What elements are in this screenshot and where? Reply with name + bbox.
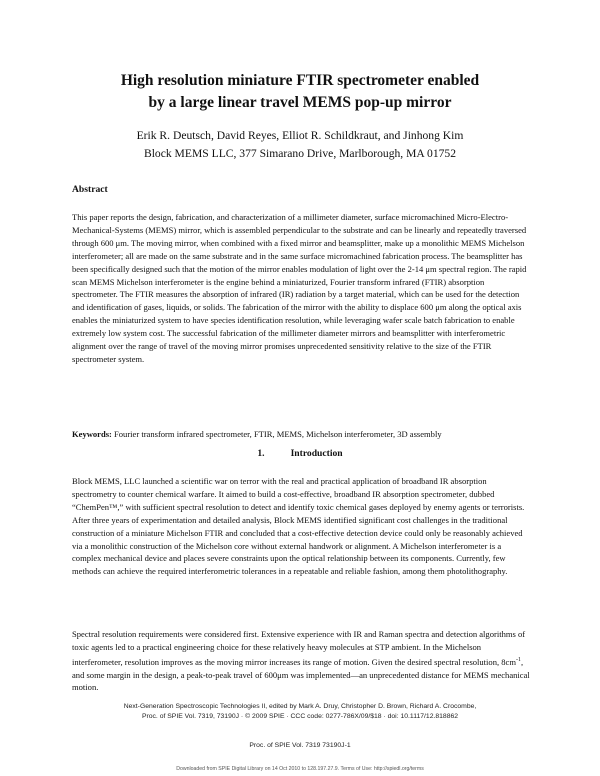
paper-title-line-2: by a large linear travel MEMS pop-up mirror bbox=[148, 94, 452, 111]
section-title: Introduction bbox=[290, 448, 343, 459]
download-note: Downloaded from SPIE Digital Library on 14 Oct 2010 to 128.197.27.9. Terms of Use: http://spiedl.org/terms bbox=[176, 766, 424, 772]
keywords-label: Keywords: bbox=[72, 429, 112, 439]
publication-footer bbox=[0, 702, 600, 721]
author-affiliation: Block MEMS LLC, 377 Simarano Drive, Marlborough, MA 01752 bbox=[143, 147, 457, 160]
introduction-paragraph-1: Block MEMS, LLC launched a scientific war on terror with the real and practical application of broadband IR absorption spectrometry to counter chemical warfare. It aimed to build a cost-effective, broadband IR absorption spectrometer, dubbed “ChemPen™,” with sufficient spectral resolution to detect and identify toxic chemical gases deployed by enemy agents or terrorists. After three years of experimentation and detailed analysis, Block MEMS identified significant cost challenges in the traditional construction of a miniature Michelson FTIR and concluded that a cost-effective detection device could only be reasonably achieved via a monolithic construction of the Michelson core without external handwork or alignment. A Michelson interferometer is a complex mechanical device and places severe constraints upon the optical relationship between its components. Currently, few methods can achieve the required interferometric tolerances in a repeatable and reliable fashion, among them photolithography. bbox=[72, 476, 525, 577]
section-number: 1. bbox=[257, 448, 265, 459]
author-block bbox=[0, 127, 600, 163]
abstract-heading: Abstract bbox=[72, 184, 108, 195]
paper-title bbox=[0, 70, 600, 114]
paragraph-2-text-a: Spectral resolution requirements were considered first. Extensive experience with IR and Raman spectra and detection algorithms of toxic agents led to a practical engineering choice for these relatively heavy molecules at STP ambient. In the Michelson interferometer, resolution improves as the moving mirror increases its range of motion. Given the desired spectral resolution, 8cm bbox=[72, 629, 526, 667]
introduction-paragraph-2 bbox=[72, 628, 530, 694]
section-heading-introduction bbox=[0, 448, 600, 459]
paper-title-line-1: High resolution miniature FTIR spectrometer enabled bbox=[120, 72, 480, 89]
keywords-line bbox=[72, 428, 532, 441]
page-label: Proc. of SPIE Vol. 7319 73190J-1 bbox=[249, 742, 351, 749]
abstract-text: This paper reports the design, fabrication, and characterization of a millimeter diameter, surface micromachined Micro-Electro-Mechanical-Systems (MEMS) mirror, which is assembled perpendicular to the substrate and can be linearly and repeatedly traversed through 600 μm. The moving mirror, when combined with a fixed mirror and beamsplitter, make up a monolithic MEMS Michelson interferometer; all are made on the same substrate and in the same surface micromachined fabrication process. The beamsplitter has been specifically designed such that the motion of the mirror enables modulation of light over the 2-14 μm spectral region. The rapid scan MEMS Michelson interferometer is the engine behind a miniaturized, Fourier transform infrared (FTIR) absorption spectrometer. The FTIR measures the absorption of infrared (IR) radiation by a target material, which can be used for the detection and identification of gases, liquids, or solids. The fabrication of the mirror with the ability to displace 600 μm along the optical axis enables the miniaturized system to have species identification resolution, while leveraging wafer scale batch fabrication to enable extremely low system cost. The successful fabrication of the millimeter diameter mirrors and beamsplitter with interferometric alignment over the range of travel of the moving mirror promises unprecedented sensitivity relative to the size of the FTIR spectrometer system. bbox=[72, 212, 527, 364]
wavenumber-exponent: -1 bbox=[515, 656, 521, 663]
footer-line-2: Proc. of SPIE Vol. 7319, 73190J · © 2009 SPIE · CCC code: 0277-786X/09/$18 · doi: 10.1117/12.818862 bbox=[141, 712, 459, 720]
keywords-text: Fourier transform infrared spectrometer, FTIR, MEMS, Michelson interferometer, 3D assembly bbox=[114, 429, 442, 439]
author-names: Erik R. Deutsch, David Reyes, Elliot R. Schildkraut, and Jinhong Kim bbox=[136, 129, 464, 142]
paragraph-2-text-b: , and some margin in the design, a peak-to-peak travel of 600μm was implemented—an unprecedented distance for MEMS mechanical motion. bbox=[72, 656, 530, 693]
footer-line-1: Next-Generation Spectroscopic Technologies II, edited by Mark A. Druy, Christopher D. Brown, Richard A. Crocombe, bbox=[123, 703, 477, 710]
